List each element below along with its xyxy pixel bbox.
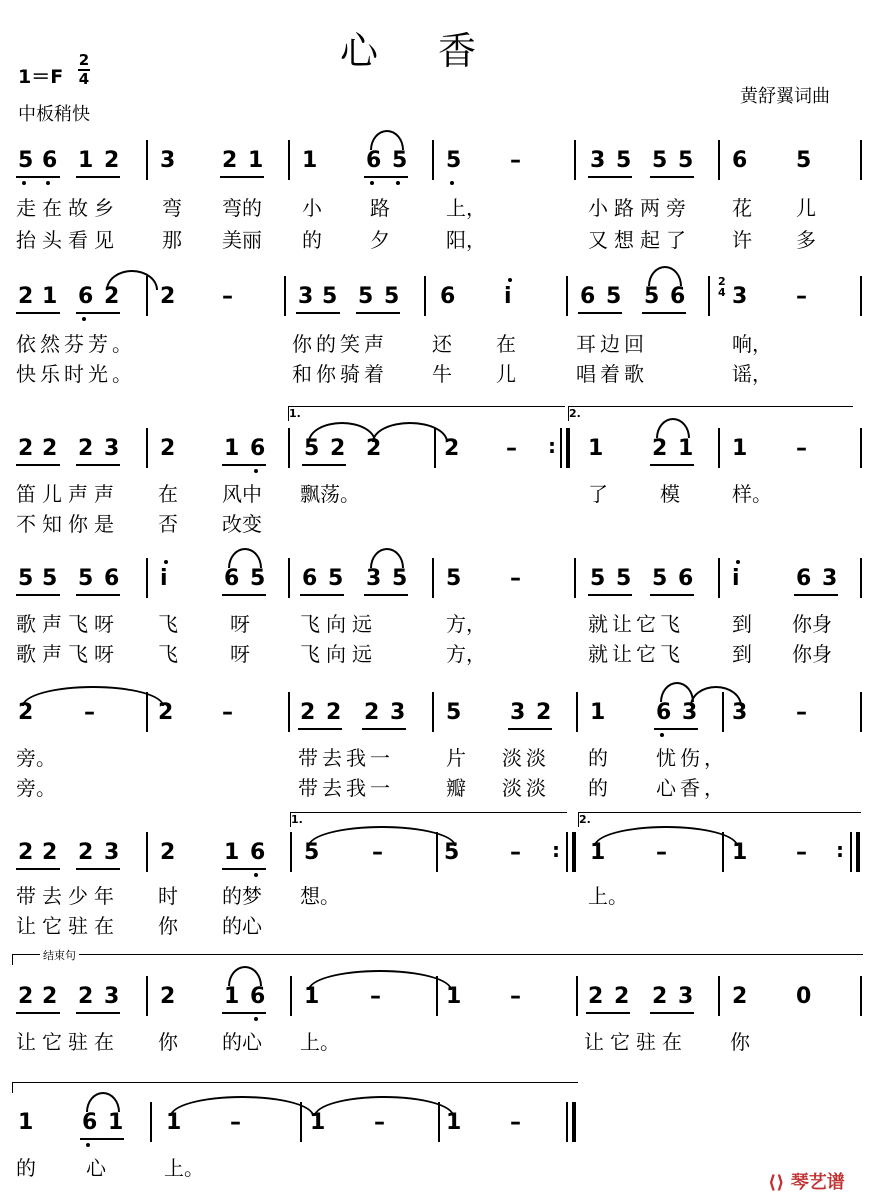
note: –: [222, 700, 233, 725]
note: 2: [732, 984, 748, 1009]
lyric: 就让它飞: [588, 642, 684, 666]
note: 3: [822, 566, 838, 591]
note: –: [370, 984, 381, 1009]
lyric: 又想起了: [588, 228, 692, 252]
note: 5: [446, 700, 462, 725]
staff-line-8: [0, 1110, 881, 1160]
note: 2: [326, 700, 342, 725]
note: 6: [678, 566, 694, 591]
composer-credit: 黄舒翼词曲: [740, 86, 830, 107]
volta-2: 2.: [578, 812, 861, 827]
note: 2: [160, 984, 176, 1009]
lyric: 方，: [446, 612, 486, 636]
note: 6: [42, 148, 58, 173]
note: 3: [678, 984, 694, 1009]
lyric: 上，: [446, 196, 486, 220]
note: 1: [446, 1110, 462, 1135]
lyric: 夕: [370, 228, 390, 252]
lyric: 飞向远: [300, 642, 378, 666]
lyric: 了: [588, 482, 608, 506]
note: –: [372, 840, 383, 865]
note: –: [510, 148, 521, 173]
note: 2: [18, 700, 34, 725]
ending-bracket: [12, 1082, 578, 1093]
lyric: 弯: [162, 196, 182, 220]
note: 6: [732, 148, 748, 173]
note: 6: [670, 284, 686, 309]
note: –: [222, 284, 233, 309]
lyric: 上。: [588, 884, 628, 908]
note: –: [656, 840, 667, 865]
lyric: 淡淡: [502, 776, 550, 800]
note: 1: [590, 840, 606, 865]
lyric: 模: [660, 482, 680, 506]
ending-label: 结束句: [40, 947, 79, 963]
lyric: 让它驻在: [16, 1030, 120, 1054]
lyric: 的: [588, 776, 608, 800]
tempo-marking: 中板稍快: [18, 104, 90, 125]
note: 3: [732, 700, 748, 725]
lyric: 带去少年: [16, 884, 120, 908]
meter-top: 2: [78, 51, 90, 69]
note: 2: [366, 436, 382, 461]
note: 5: [590, 566, 606, 591]
note: 3: [104, 840, 120, 865]
lyric: 风中: [222, 482, 262, 506]
lyric: 笛儿声声: [16, 482, 120, 506]
lyric: 旁。: [16, 776, 56, 800]
note: 2: [160, 840, 176, 865]
note: 5: [18, 148, 34, 173]
note: 5: [446, 566, 462, 591]
lyric: 呀: [230, 642, 250, 666]
lyric: 到: [732, 642, 752, 666]
note: –: [510, 840, 521, 865]
note: 5: [304, 436, 320, 461]
note: 5: [328, 566, 344, 591]
note: 5: [322, 284, 338, 309]
note: 1: [248, 148, 264, 173]
lyric: 样。: [732, 482, 772, 506]
note: 1: [590, 700, 606, 725]
lyric: 飞: [158, 642, 178, 666]
note: 5: [42, 566, 58, 591]
note: 6: [302, 566, 318, 591]
lyric: 你: [158, 914, 178, 938]
note: 5: [796, 148, 812, 173]
note: 5: [644, 284, 660, 309]
note: 1: [224, 840, 240, 865]
note: 1: [18, 1110, 34, 1135]
note: 5: [392, 148, 408, 173]
lyric: 带去我一: [298, 746, 394, 770]
note: 5: [358, 284, 374, 309]
lyric: 呀: [230, 612, 250, 636]
note: 5: [446, 148, 462, 173]
note: 1: [588, 436, 604, 461]
note: 1: [732, 840, 748, 865]
lyric: 弯的: [222, 196, 262, 220]
lyric: 瓣: [446, 776, 466, 800]
note: 1: [108, 1110, 124, 1135]
lyric: 方，: [446, 642, 486, 666]
logo-text: 琴艺谱: [790, 1172, 845, 1193]
note: 2: [18, 984, 34, 1009]
lyric: 唱着歌: [576, 362, 648, 386]
note: 6: [796, 566, 812, 591]
note: –: [796, 436, 807, 461]
lyric: 的: [302, 228, 322, 252]
note: 6: [82, 1110, 98, 1135]
lyric: 上。: [300, 1030, 340, 1054]
note: 3: [682, 700, 698, 725]
note: 6: [250, 840, 266, 865]
lyric: 的心: [222, 1030, 262, 1054]
note: 1: [302, 148, 318, 173]
lyric: 儿: [496, 362, 516, 386]
note: 2: [18, 436, 34, 461]
note: i: [504, 284, 512, 309]
note: 6: [656, 700, 672, 725]
note: i: [732, 566, 740, 591]
note: 2: [42, 436, 58, 461]
lyric: 时: [158, 884, 178, 908]
note: 5: [652, 148, 668, 173]
note: –: [230, 1110, 241, 1135]
note: 0: [796, 984, 812, 1009]
meter-change: 2 4: [718, 275, 726, 299]
note: 5: [678, 148, 694, 173]
lyric: 依然芬芳。: [16, 332, 136, 356]
lyric: 的: [588, 746, 608, 770]
note: 3: [298, 284, 314, 309]
note: 2: [330, 436, 346, 461]
note: 2: [18, 840, 34, 865]
note: 2: [364, 700, 380, 725]
lyric: 在: [158, 482, 178, 506]
note: 5: [18, 566, 34, 591]
note: 5: [78, 566, 94, 591]
lyric: 飞向远: [300, 612, 378, 636]
lyric: 在: [496, 332, 516, 356]
note: 2: [222, 148, 238, 173]
note: 5: [384, 284, 400, 309]
note: 5: [444, 840, 460, 865]
staff-line-5: [0, 700, 881, 750]
note: 5: [392, 566, 408, 591]
lyric: 不知你是: [16, 512, 120, 536]
note: 2: [588, 984, 604, 1009]
lyric: 你的笑声: [292, 332, 388, 356]
note: 2: [42, 840, 58, 865]
note: 2: [652, 436, 668, 461]
lyric: 多: [796, 228, 816, 252]
lyric: 许: [732, 228, 752, 252]
lyric: 抬头看见: [16, 228, 120, 252]
lyric: 否: [158, 512, 178, 536]
note: 6: [580, 284, 596, 309]
note: –: [374, 1110, 385, 1135]
lyric: 的: [16, 1156, 36, 1180]
note: 6: [440, 284, 456, 309]
note: 2: [78, 984, 94, 1009]
note: 3: [590, 148, 606, 173]
lyric: 小: [302, 196, 322, 220]
note: –: [84, 700, 95, 725]
note: 2: [104, 284, 120, 309]
note: –: [796, 840, 807, 865]
note: –: [510, 566, 521, 591]
lyric: 你: [158, 1030, 178, 1054]
note: –: [510, 1110, 521, 1135]
note: 6: [250, 436, 266, 461]
lyric: 儿: [796, 196, 816, 220]
repeat-end: :: [552, 838, 560, 862]
note: 5: [250, 566, 266, 591]
note: 1: [42, 284, 58, 309]
note: 2: [652, 984, 668, 1009]
note: 2: [614, 984, 630, 1009]
note: 6: [224, 566, 240, 591]
note: 3: [104, 984, 120, 1009]
staff-line-2: [0, 275, 881, 334]
staff-line-6: [0, 840, 881, 890]
song-title: 心香: [340, 29, 537, 73]
note: 3: [732, 284, 748, 309]
lyric: 快乐时光。: [16, 362, 136, 386]
time-signature: [78, 52, 90, 88]
note: 5: [606, 284, 622, 309]
lyric: 的心: [222, 914, 262, 938]
key-signature: 1＝F: [18, 66, 64, 88]
lyric: 到: [732, 612, 752, 636]
lyric: 淡淡: [502, 746, 550, 770]
note: 5: [616, 148, 632, 173]
note: 2: [536, 700, 552, 725]
lyric: 响，: [732, 332, 772, 356]
repeat-end: :: [836, 838, 844, 862]
note: 1: [732, 436, 748, 461]
note: 6: [366, 148, 382, 173]
note: 3: [366, 566, 382, 591]
note: 2: [78, 436, 94, 461]
lyric: 上。: [164, 1156, 204, 1180]
note: –: [510, 984, 521, 1009]
volta-1: 1.: [290, 812, 567, 827]
lyric: 的梦: [222, 884, 262, 908]
staff-line-1: [0, 148, 881, 198]
lyric: 那: [162, 228, 182, 252]
note: 3: [390, 700, 406, 725]
note: 1: [446, 984, 462, 1009]
site-logo: [768, 1168, 845, 1194]
lyric: 你身: [792, 612, 832, 636]
note: –: [506, 436, 517, 461]
lyric: 美丽: [222, 228, 262, 252]
note: 2: [160, 284, 176, 309]
note: 3: [104, 436, 120, 461]
note: 2: [158, 700, 174, 725]
lyric: 忧伤，: [656, 746, 728, 770]
lyric: 牛: [432, 362, 452, 386]
lyric: 改变: [222, 512, 262, 536]
note: 3: [510, 700, 526, 725]
lyric: 带去我一: [298, 776, 394, 800]
ending-bracket: [12, 954, 863, 965]
note: 2: [18, 284, 34, 309]
note: 1: [78, 148, 94, 173]
note: 6: [250, 984, 266, 1009]
note: 3: [160, 148, 176, 173]
volta-1: 1.: [288, 406, 565, 421]
lyric: 片: [446, 746, 466, 770]
lyric: 心香，: [656, 776, 728, 800]
note: 6: [104, 566, 120, 591]
note: 1: [224, 984, 240, 1009]
note: 2: [300, 700, 316, 725]
lyric: 花: [732, 196, 752, 220]
note: 2: [104, 148, 120, 173]
note: 5: [652, 566, 668, 591]
note: 6: [78, 284, 94, 309]
lyric: 你身: [792, 642, 832, 666]
lyric: 飘荡。: [300, 482, 360, 506]
lyric: 阳，: [446, 228, 486, 252]
meter-bottom: 4: [78, 70, 90, 88]
lyric: 旁。: [16, 746, 56, 770]
note: 1: [166, 1110, 182, 1135]
lyric: 小路两旁: [588, 196, 692, 220]
lyric: 还: [432, 332, 452, 356]
note: i: [160, 566, 168, 591]
note: –: [796, 700, 807, 725]
lyric: 心: [86, 1156, 106, 1180]
lyric: 谣，: [732, 362, 772, 386]
lyric: 飞: [158, 612, 178, 636]
lyric: 就让它飞: [588, 612, 684, 636]
lyric: 想。: [300, 884, 340, 908]
lyric: 耳边回: [576, 332, 648, 356]
lyric: 和你骑着: [292, 362, 388, 386]
lyric: 走在故乡: [16, 196, 120, 220]
note: 2: [78, 840, 94, 865]
volta-2: 2.: [568, 406, 853, 421]
note: 5: [304, 840, 320, 865]
note: 2: [42, 984, 58, 1009]
note: –: [796, 284, 807, 309]
note: 1: [224, 436, 240, 461]
lyric: 你: [730, 1030, 750, 1054]
note: 5: [616, 566, 632, 591]
note: 1: [310, 1110, 326, 1135]
note: 1: [678, 436, 694, 461]
lyric: 歌声飞呀: [16, 642, 120, 666]
note: 2: [160, 436, 176, 461]
logo-icon: ⟨⟩: [768, 1172, 785, 1193]
repeat-end: :: [548, 434, 556, 458]
note: 1: [304, 984, 320, 1009]
lyric: 路: [370, 196, 390, 220]
lyric: 让它驻在: [584, 1030, 688, 1054]
lyric: 让它驻在: [16, 914, 120, 938]
note: 2: [444, 436, 460, 461]
lyric: 歌声飞呀: [16, 612, 120, 636]
